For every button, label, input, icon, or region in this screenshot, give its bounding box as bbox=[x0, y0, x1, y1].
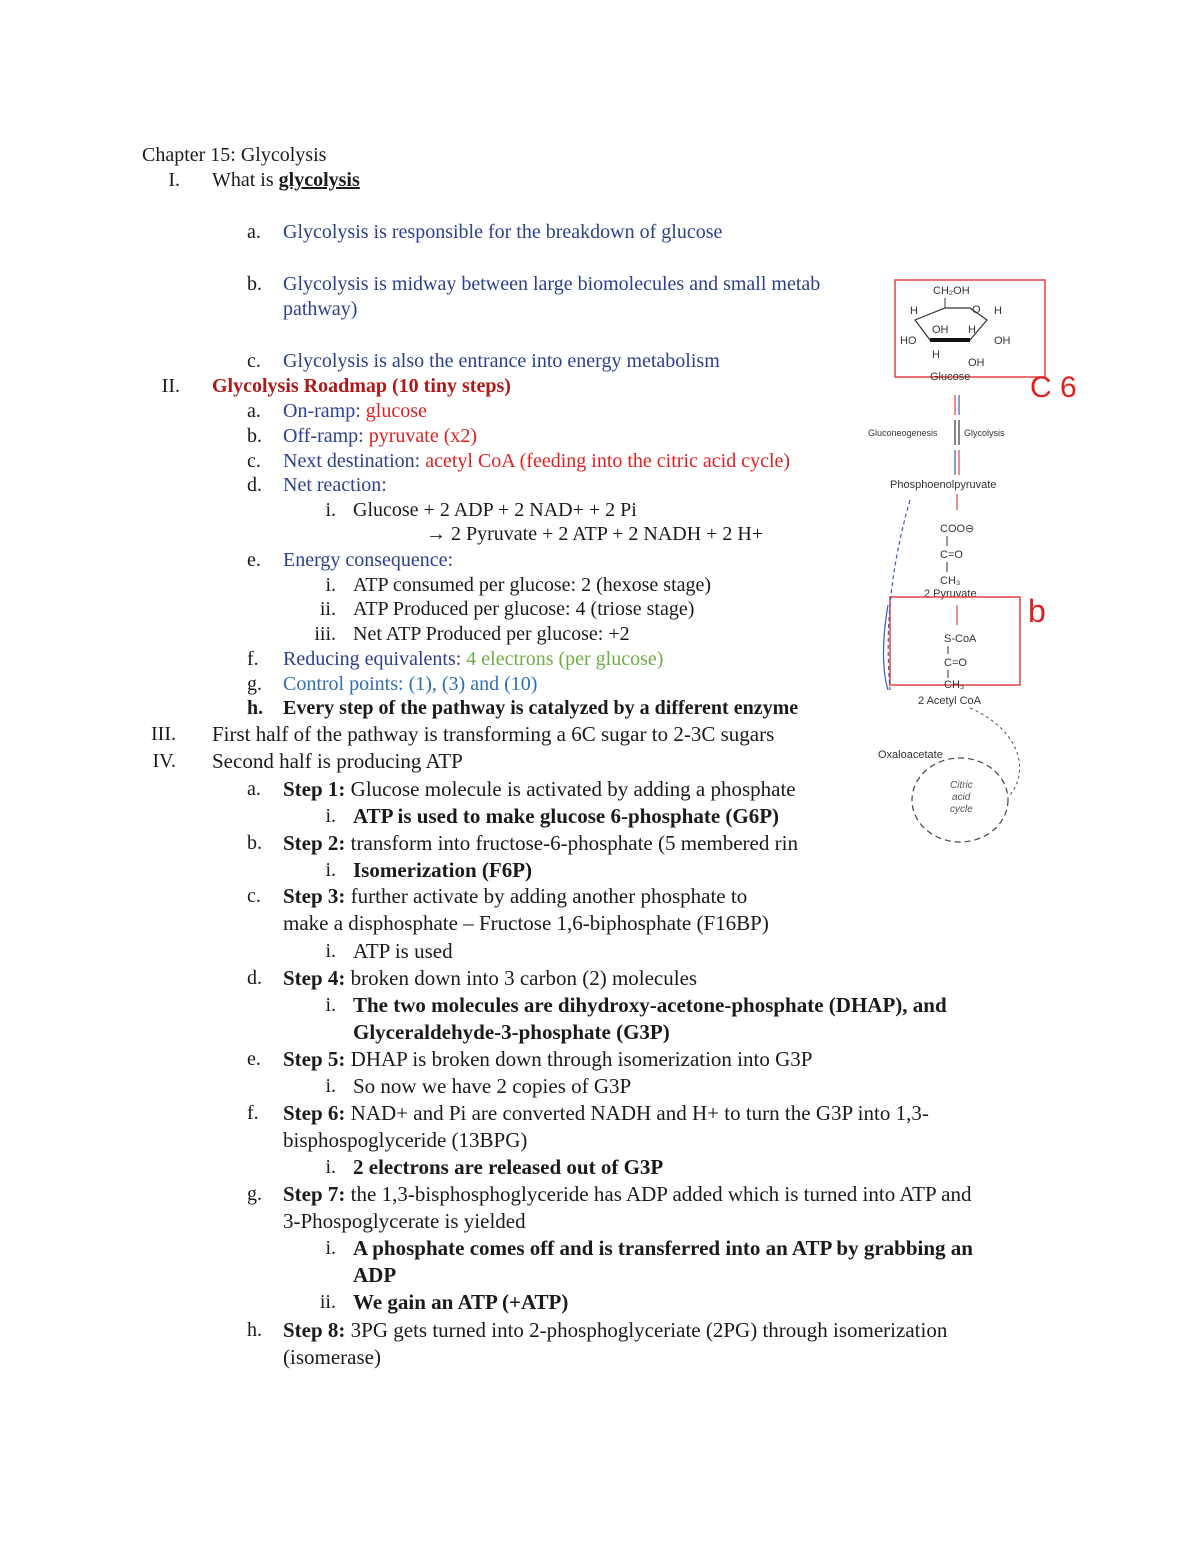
step-text: broken down into 3 carbon (2) molecules bbox=[345, 966, 698, 990]
item-value: acetyl CoA (feeding into the citric acid cycle) bbox=[425, 450, 791, 472]
step-label: Step 5: bbox=[283, 1047, 346, 1071]
sublist-marker: ii. bbox=[319, 1291, 336, 1313]
sublist-marker: i. bbox=[325, 574, 336, 596]
equation-line: → 2 Pyruvate + 2 ATP + 2 NADH + 2 H+ bbox=[426, 523, 764, 545]
step-text: NAD+ and Pi are converted NADH and H+ to turn the G3P into 1,3- bbox=[345, 1101, 929, 1125]
section-heading bbox=[212, 168, 360, 192]
list-item: Energy consequence: bbox=[283, 549, 454, 571]
item-value: glucose bbox=[365, 400, 427, 422]
list-marker: c. bbox=[247, 450, 261, 472]
step-text: transform into fructose-6-phosphate (5 membered rin bbox=[345, 831, 798, 855]
co-label: C=O bbox=[944, 657, 967, 669]
sublist-item: We gain an ATP (+ATP) bbox=[353, 1290, 569, 1314]
item-value: pyruvate (x2) bbox=[368, 425, 478, 447]
list-marker: h. bbox=[247, 697, 264, 719]
list-marker: d. bbox=[247, 474, 262, 496]
step-text: further activate by adding another phosphate to bbox=[345, 884, 748, 908]
step-continuation: (isomerase) bbox=[283, 1345, 381, 1369]
glucose-label: Glucose bbox=[930, 371, 971, 383]
sublist-marker: ii. bbox=[319, 598, 336, 620]
step-item bbox=[283, 1318, 947, 1342]
step-label: Step 6: bbox=[283, 1101, 346, 1125]
h-label: H bbox=[994, 305, 1002, 317]
step-item bbox=[283, 1101, 929, 1125]
section-heading: Second half is producing ATP bbox=[212, 749, 463, 773]
list-marker: a. bbox=[247, 221, 261, 243]
sublist-marker: i. bbox=[325, 1156, 336, 1178]
list-marker: g. bbox=[247, 1183, 262, 1205]
oh-label: OH bbox=[932, 324, 949, 336]
list-item bbox=[283, 424, 477, 448]
section-heading: Glycolysis Roadmap (10 tiny steps) bbox=[212, 375, 511, 397]
sublist-marker: i. bbox=[325, 859, 336, 881]
sublist-item: ATP Produced per glucose: 4 (triose stage) bbox=[353, 598, 695, 620]
page-title: Chapter 15: Glycolysis bbox=[142, 144, 327, 166]
handwritten-c6-annotation: C 6 bbox=[1030, 371, 1077, 404]
cac-label: acid bbox=[952, 792, 971, 803]
section-heading: First half of the pathway is transforming a 6C sugar to 2-3C sugars bbox=[212, 722, 775, 746]
list-marker: b. bbox=[247, 832, 262, 854]
sublist-marker: i. bbox=[325, 940, 336, 962]
ch3-label: CH₃ bbox=[944, 679, 965, 691]
step-item bbox=[283, 966, 697, 990]
step-text: DHAP is broken down through isomerization into G3P bbox=[345, 1047, 813, 1071]
step-text: Glucose molecule is activated by adding a phosphate bbox=[345, 777, 796, 801]
step-item bbox=[283, 777, 796, 801]
coo-label: COO⊖ bbox=[940, 523, 975, 535]
item-value: 4 electrons (per glucose) bbox=[466, 648, 664, 670]
sublist-marker: i. bbox=[325, 1075, 336, 1097]
sublist-item: Net ATP Produced per glucose: +2 bbox=[353, 623, 630, 645]
sublist-item: A phosphate comes off and is transferred into an ATP by grabbing an bbox=[353, 1236, 973, 1260]
item-key: On-ramp: bbox=[283, 400, 366, 422]
list-item bbox=[283, 647, 663, 671]
section-number: II. bbox=[161, 375, 180, 397]
list-item: Every step of the pathway is catalyzed by a different enzyme bbox=[283, 697, 799, 719]
gluconeogenesis-label: Gluconeogenesis bbox=[868, 428, 938, 438]
section-number: I. bbox=[168, 169, 180, 191]
list-item: Control points: (1), (3) and (10) bbox=[283, 673, 538, 695]
list-item bbox=[283, 399, 427, 423]
list-marker: a. bbox=[247, 778, 261, 800]
step-label: Step 1: bbox=[283, 777, 346, 801]
h-label: H bbox=[968, 324, 976, 336]
handwritten-b-annotation: b bbox=[1028, 593, 1046, 629]
step-item bbox=[283, 1182, 971, 1206]
list-marker: a. bbox=[247, 400, 261, 422]
acetyl-coa-label: 2 Acetyl CoA bbox=[918, 695, 981, 707]
pep-label: Phosphoenolpyruvate bbox=[890, 479, 997, 491]
ho-label: HO bbox=[900, 335, 917, 347]
list-marker: b. bbox=[247, 273, 262, 295]
list-marker: h. bbox=[247, 1319, 262, 1341]
sublist-marker: iii. bbox=[314, 623, 336, 645]
step-item bbox=[283, 884, 747, 908]
sublist-item: Isomerization (F6P) bbox=[353, 858, 533, 882]
list-item-continuation: pathway) bbox=[283, 298, 358, 320]
section-number: III. bbox=[151, 723, 176, 745]
list-marker: g. bbox=[247, 673, 262, 695]
list-item: Glycolysis is also the entrance into energy metabolism bbox=[283, 350, 720, 372]
ch3-label: CH₃ bbox=[940, 575, 961, 587]
sublist-item: ATP is used to make glucose 6-phosphate (G6P) bbox=[353, 804, 780, 828]
sublist-item: So now we have 2 copies of G3P bbox=[353, 1074, 632, 1098]
step-text: 3PG gets turned into 2-phosphoglyceriate (2PG) through isomerization bbox=[345, 1318, 948, 1342]
step-label: Step 2: bbox=[283, 831, 346, 855]
ch2oh-label: CH₂OH bbox=[933, 285, 970, 297]
oh-label: OH bbox=[968, 357, 985, 369]
glycolysis-pathway-diagram bbox=[860, 270, 1100, 860]
sublist-continuation: ADP bbox=[353, 1263, 397, 1287]
item-key: Off-ramp: bbox=[283, 425, 369, 447]
oxaloacetate-label: Oxaloacetate bbox=[878, 749, 943, 761]
scoa-label: S-CoA bbox=[944, 633, 977, 645]
list-item: Net reaction: bbox=[283, 474, 387, 496]
list-marker: f. bbox=[247, 1102, 259, 1124]
list-marker: e. bbox=[247, 1048, 261, 1070]
step-label: Step 3: bbox=[283, 884, 346, 908]
h-label: H bbox=[932, 349, 940, 361]
list-marker: f. bbox=[247, 648, 259, 670]
cac-label: cycle bbox=[950, 804, 973, 815]
ring-o-label: O bbox=[972, 304, 981, 316]
heading-term: glycolysis bbox=[278, 169, 360, 191]
sublist-item: ATP is used bbox=[353, 939, 453, 963]
step-label: Step 8: bbox=[283, 1318, 346, 1342]
sublist-item: ATP consumed per glucose: 2 (hexose stage) bbox=[353, 574, 712, 596]
h-label: H bbox=[910, 305, 918, 317]
step-text: the 1,3-bisphosphoglyceride has ADP added which is turned into ATP and bbox=[345, 1182, 972, 1206]
step-continuation: make a disphosphate – Fructose 1,6-biphosphate (F16BP) bbox=[283, 911, 769, 935]
sublist-item: The two molecules are dihydroxy-acetone-phosphate (DHAP), and bbox=[353, 993, 947, 1017]
step-item bbox=[283, 831, 798, 855]
list-marker: c. bbox=[247, 885, 261, 907]
list-item bbox=[283, 449, 790, 473]
equation-line: Glucose + 2 ADP + 2 NAD+ + 2 Pi bbox=[353, 499, 637, 521]
step-item bbox=[283, 1047, 812, 1071]
sublist-marker: i. bbox=[325, 994, 336, 1016]
sublist-marker: i. bbox=[325, 805, 336, 827]
step-label: Step 4: bbox=[283, 966, 346, 990]
sublist-marker: i. bbox=[325, 1237, 336, 1259]
heading-prefix: What is bbox=[212, 169, 279, 191]
oh-label: OH bbox=[994, 335, 1011, 347]
list-marker: b. bbox=[247, 425, 262, 447]
section-number: IV. bbox=[152, 750, 176, 772]
glycolysis-label: Glycolysis bbox=[964, 428, 1005, 438]
list-item: Glycolysis is responsible for the breakdown of glucose bbox=[283, 221, 723, 243]
sublist-item: 2 electrons are released out of G3P bbox=[353, 1155, 664, 1179]
sublist-marker: i. bbox=[325, 499, 336, 521]
list-marker: d. bbox=[247, 967, 262, 989]
co-label: C=O bbox=[940, 549, 963, 561]
item-key: Next destination: bbox=[283, 450, 426, 472]
list-marker: e. bbox=[247, 549, 261, 571]
item-key: Reducing equivalents: bbox=[283, 648, 467, 670]
list-marker: c. bbox=[247, 350, 261, 372]
step-continuation: bisphospoglyceride (13BPG) bbox=[283, 1128, 528, 1152]
step-label: Step 7: bbox=[283, 1182, 346, 1206]
cac-label: Citric bbox=[950, 780, 973, 791]
list-item: Glycolysis is midway between large biomolecules and small metab bbox=[283, 273, 821, 295]
sublist-continuation: Glyceraldehyde-3-phosphate (G3P) bbox=[353, 1020, 670, 1044]
step-continuation: 3-Phospoglycerate is yielded bbox=[283, 1209, 526, 1233]
pyruvate-label: 2 Pyruvate bbox=[924, 588, 977, 600]
